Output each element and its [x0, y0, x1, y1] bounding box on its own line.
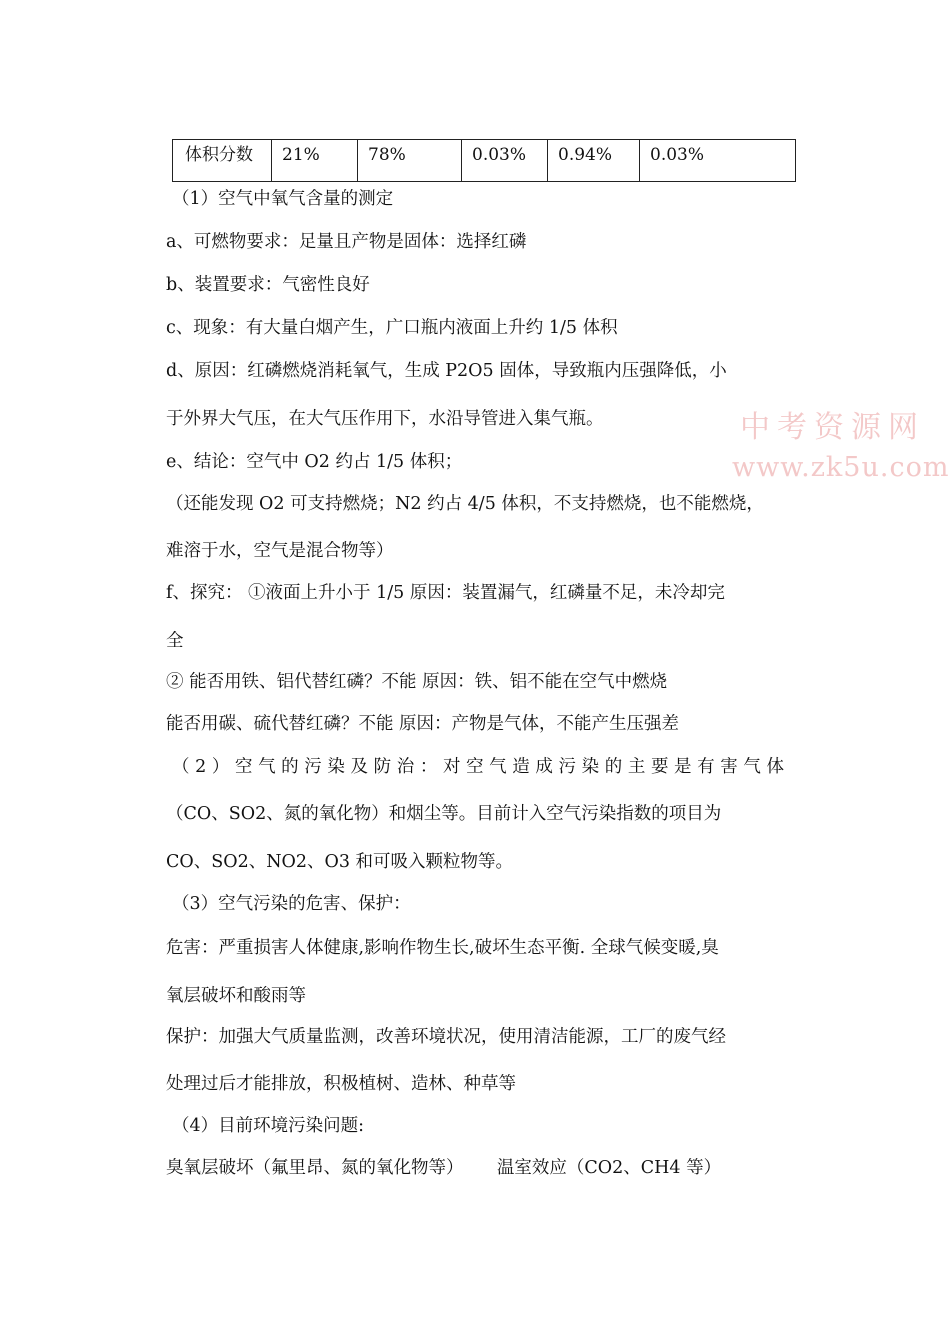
- text-line: 臭氧层破坏（氟里昂、氮的氧化物等） 温室效应（CO2、CH4 等）: [166, 1158, 722, 1178]
- text-line: f、探究： ①液面上升小于 1/5 原因：装置漏气，红磷量不足，未冷却完: [166, 583, 725, 603]
- section-heading-4: （4）目前环境污染问题:: [172, 1116, 365, 1136]
- text-line: 处理过后才能排放，积极植树、造林、种草等: [166, 1074, 516, 1094]
- table-row: [173, 140, 796, 182]
- text-line: b、装置要求：气密性良好: [166, 275, 370, 295]
- table-cell: 78%: [358, 140, 462, 182]
- text-line: 于外界大气压，在大气压作用下，水沿导管进入集气瓶。: [166, 409, 604, 429]
- table-cell: 0.03%: [462, 140, 548, 182]
- justified-text: （2）空气的污染及防治：对空气造成污染的主要是有害气体: [172, 757, 784, 777]
- table-cell: 21%: [272, 140, 358, 182]
- section-heading-2: [172, 756, 784, 778]
- section-heading-1: （1）空气中氧气含量的测定: [172, 189, 394, 209]
- text-line: 全: [166, 631, 184, 651]
- text-line: CO、SO2、NO2、O3 和可吸入颗粒物等。: [166, 852, 514, 872]
- table-cell-label: 体积分数: [173, 140, 272, 182]
- text-line: 危害：严重损害人体健康,影响作物生长,破坏生态平衡. 全球气候变暖,臭: [166, 938, 719, 958]
- text-line: ② 能否用铁、铝代替红磷？不能 原因：铁、铝不能在空气中燃烧: [166, 672, 668, 692]
- text-line: 保护：加强大气质量监测，改善环境状况，使用清洁能源，工厂的废气经: [166, 1027, 726, 1047]
- text-line: e、结论：空气中 O2 约占 1/5 体积；: [166, 452, 463, 472]
- text-line: a、可燃物要求：足量且产物是固体：选择红磷: [166, 232, 527, 252]
- text-line: c、现象：有大量白烟产生，广口瓶内液面上升约 1/5 体积: [166, 318, 618, 338]
- watermark-url: www.zk5u.com: [732, 452, 950, 483]
- table-cell: 0.03%: [640, 140, 796, 182]
- volume-fraction-table: [172, 139, 796, 182]
- text-line: 能否用碳、硫代替红磷？不能 原因：产物是气体，不能产生压强差: [166, 714, 680, 734]
- text-line: （CO、SO2、氮的氧化物）和烟尘等。目前计入空气污染指数的项目为: [166, 804, 722, 824]
- table-cell: 0.94%: [548, 140, 640, 182]
- watermark-cn: 中考资源网: [740, 410, 925, 445]
- section-heading-3: （3）空气污染的危害、保护：: [172, 894, 411, 914]
- text-line: d、原因：红磷燃烧消耗氧气，生成 P2O5 固体，导致瓶内压强降低，小: [166, 361, 727, 381]
- text-line: 难溶于水，空气是混合物等）: [166, 541, 394, 561]
- text-line: （还能发现 O2 可支持燃烧；N2 约占 4/5 体积，不支持燃烧，也不能燃烧，: [166, 494, 764, 514]
- text-line: 氧层破坏和酸雨等: [166, 986, 306, 1006]
